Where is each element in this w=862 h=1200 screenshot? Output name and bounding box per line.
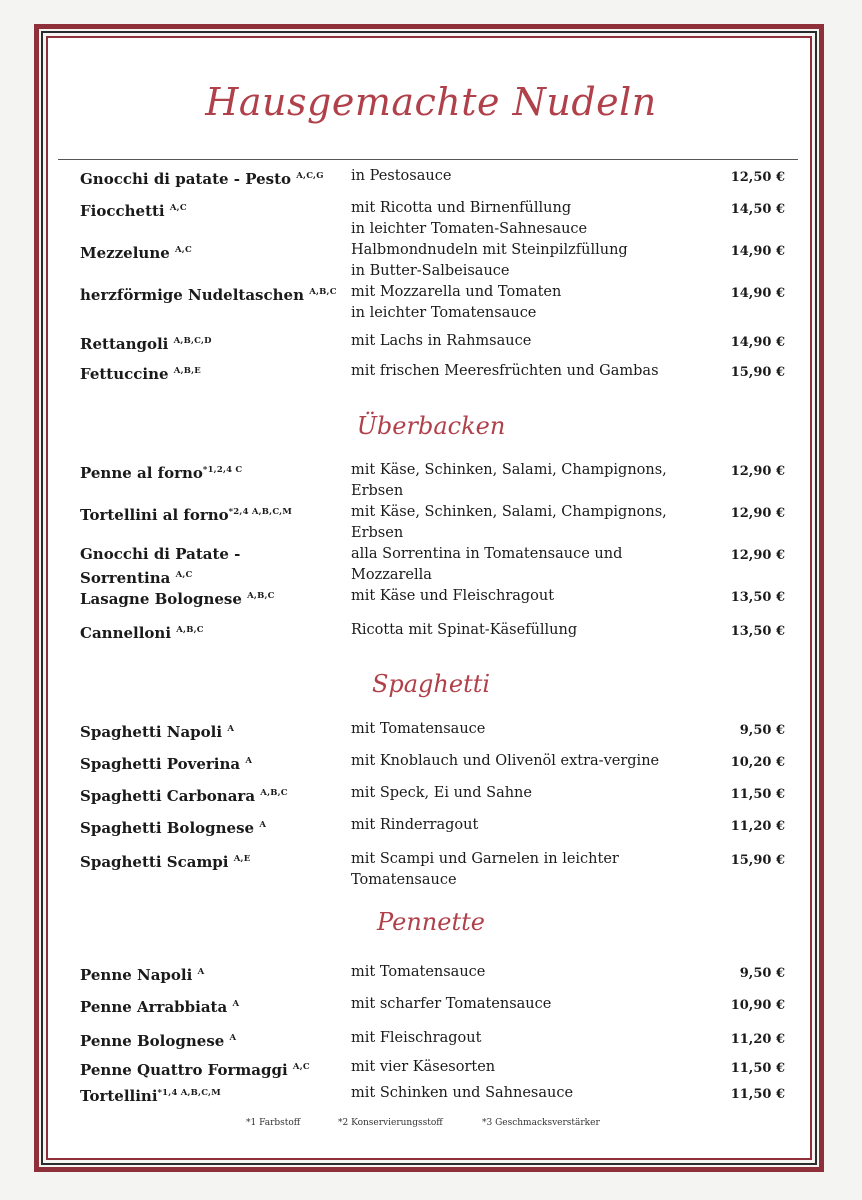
- dish-price: 14,90 €: [730, 244, 785, 259]
- dish-price: 13,50 €: [730, 624, 785, 639]
- dish-price: 11,50 €: [730, 1061, 785, 1076]
- allergen-codes: A,C,G: [296, 171, 324, 181]
- dish-name-text: Penne al forno: [80, 464, 203, 482]
- allergen-codes: A,B,C: [176, 625, 204, 635]
- dish-name-text: Fettuccine: [80, 365, 169, 383]
- dish-price: 14,90 €: [730, 335, 785, 350]
- description-line: mit Käse und Fleischragout: [351, 588, 555, 604]
- dish-price: 10,90 €: [730, 998, 785, 1013]
- dish-description: [351, 198, 701, 240]
- dish-price: 14,90 €: [730, 286, 785, 301]
- dish-name-text: Fiocchetti: [80, 202, 165, 220]
- footnote-3: *3 Geschmacksverstärker: [482, 1118, 600, 1128]
- dish-description: [351, 751, 701, 772]
- dish-description: [351, 361, 701, 382]
- allergen-codes: A: [232, 999, 240, 1009]
- allergen-codes: A,C: [175, 245, 192, 255]
- dish-name: [80, 586, 340, 610]
- description-line: in Butter-Salbeisauce: [351, 263, 510, 279]
- dish-description: [351, 815, 701, 836]
- dish-description: [351, 719, 701, 740]
- dish-name: [80, 783, 340, 807]
- allergen-codes: A,B,C: [260, 788, 288, 798]
- description-line: mit Scampi und Garnelen in leichter: [351, 851, 619, 867]
- dish-price: 12,50 €: [730, 170, 785, 185]
- allergen-codes: A: [227, 724, 235, 734]
- description-line: alla Sorrentina in Tomatensauce und: [351, 546, 623, 562]
- dish-name-text: Tortellini: [80, 1087, 158, 1105]
- description-line: mit vier Käsesorten: [351, 1059, 496, 1075]
- dish-description: [351, 331, 701, 352]
- dish-name-text: Cannelloni: [80, 624, 172, 642]
- description-line: in leichter Tomaten-Sahnesauce: [351, 221, 588, 237]
- dish-name-text: Gnocchi di Patate -: [80, 545, 241, 563]
- dish-name: [80, 1083, 340, 1107]
- dish-name-text: herzförmige Nudeltaschen: [80, 286, 304, 304]
- dish-price: 14,50 €: [730, 202, 785, 217]
- dish-name-text: Mezzelune: [80, 244, 170, 262]
- dish-name-text: Lasagne Bolognese: [80, 590, 242, 608]
- dish-price: 10,20 €: [730, 755, 785, 770]
- dish-price: 15,90 €: [730, 853, 785, 868]
- dish-description: [351, 544, 701, 586]
- dish-description: [351, 240, 701, 282]
- dish-name-text: Spaghetti Poverina: [80, 755, 241, 773]
- dish-name: [80, 198, 340, 222]
- section-heading: Spaghetti: [371, 670, 491, 698]
- allergen-codes: A: [229, 1033, 237, 1043]
- dish-price: 15,90 €: [730, 365, 785, 380]
- allergen-codes: A,B,C,D: [173, 336, 212, 346]
- description-line: Erbsen: [351, 525, 404, 541]
- description-line: Ricotta mit Spinat-Käsefüllung: [351, 622, 578, 638]
- dish-description: [351, 502, 701, 544]
- section-heading: Pennette: [377, 908, 485, 936]
- dish-price: 9,50 €: [739, 723, 785, 738]
- allergen-codes: *2,4 A,B,C,M: [228, 507, 292, 517]
- description-line: in Pestosauce: [351, 168, 452, 184]
- page-title: Hausgemachte Nudeln: [205, 80, 657, 124]
- description-line: mit Schinken und Sahnesauce: [351, 1085, 574, 1101]
- description-line: Halbmondnudeln mit Steinpilzfüllung: [351, 242, 628, 258]
- dish-description: [351, 586, 701, 607]
- description-line: mit Tomatensauce: [351, 721, 486, 737]
- dish-description: [351, 962, 701, 983]
- description-line: mit Käse, Schinken, Salami, Champignons,: [351, 462, 667, 478]
- dish-description: [351, 849, 701, 891]
- allergen-codes: *1,4 A,B,C,M: [157, 1088, 221, 1098]
- dish-name-text: Penne Napoli: [80, 966, 193, 984]
- dish-price: 13,50 €: [730, 590, 785, 605]
- dish-name: [80, 962, 340, 986]
- dish-name-text: Gnocchi di patate - Pesto: [80, 170, 292, 188]
- dish-name: [80, 1028, 340, 1052]
- description-line: mit Fleischragout: [351, 1030, 482, 1046]
- dish-description: [351, 460, 701, 502]
- section-heading: Überbacken: [356, 412, 506, 440]
- description-line: mit Speck, Ei und Sahne: [351, 785, 532, 801]
- dish-name-text: Penne Quattro Formaggi: [80, 1061, 288, 1079]
- dish-price: 12,90 €: [730, 548, 785, 563]
- allergen-codes: A,C: [175, 570, 193, 580]
- dish-price: 9,50 €: [739, 966, 785, 981]
- dish-description: [351, 994, 701, 1015]
- dish-price: 12,90 €: [730, 506, 785, 521]
- description-line: Tomatensauce: [351, 872, 457, 888]
- dish-name: [80, 240, 340, 264]
- description-line: mit Lachs in Rahmsauce: [351, 333, 532, 349]
- allergen-codes: A: [197, 967, 205, 977]
- dish-description: [351, 1028, 701, 1049]
- dish-name-text-2: Sorrentina: [80, 569, 171, 587]
- dish-price: 11,20 €: [730, 819, 785, 834]
- dish-name: [80, 994, 340, 1018]
- footnote-2: *2 Konservierungsstoff: [338, 1118, 443, 1128]
- dish-name: [80, 544, 340, 589]
- dish-price: 11,20 €: [730, 1032, 785, 1047]
- description-line: mit scharfer Tomatensauce: [351, 996, 552, 1012]
- dish-description: [351, 1083, 701, 1104]
- dish-description: [351, 783, 701, 804]
- dish-price: 12,90 €: [730, 464, 785, 479]
- description-line: mit Knoblauch und Olivenöl extra-vergine: [351, 753, 660, 769]
- allergen-codes: A,B,C: [247, 591, 275, 601]
- dish-name: [80, 361, 340, 385]
- dish-name: [80, 620, 340, 644]
- description-line: mit frischen Meeresfrüchten und Gambas: [351, 363, 659, 379]
- footnote-1: *1 Farbstoff: [246, 1118, 301, 1128]
- dish-name: [80, 166, 340, 190]
- allergen-codes: A: [259, 820, 267, 830]
- dish-name-text: Rettangoli: [80, 335, 169, 353]
- dish-name: [80, 719, 340, 743]
- dish-name: [80, 815, 340, 839]
- description-line: mit Käse, Schinken, Salami, Champignons,: [351, 504, 667, 520]
- dish-description: [351, 1057, 701, 1078]
- allergen-codes: A,C: [169, 203, 187, 213]
- allergen-codes: A,B,C: [309, 287, 337, 297]
- description-line: mit Rinderragout: [351, 817, 479, 833]
- allergen-codes: *1,2,4 C: [202, 465, 243, 475]
- dish-name: [80, 502, 340, 526]
- dish-name-text: Spaghetti Carbonara: [80, 787, 256, 805]
- dish-price: 11,50 €: [730, 787, 785, 802]
- dish-name-text: Spaghetti Napoli: [80, 723, 223, 741]
- dish-name: [80, 282, 340, 306]
- allergen-codes: A,C: [292, 1062, 310, 1072]
- title-divider: [58, 159, 798, 160]
- dish-name-text: Spaghetti Scampi: [80, 853, 229, 871]
- dish-description: [351, 282, 701, 324]
- dish-name: [80, 331, 340, 355]
- allergen-codes: A,E: [233, 854, 251, 864]
- dish-description: [351, 166, 701, 187]
- dish-name: [80, 460, 340, 484]
- description-line: mit Ricotta und Birnenfüllung: [351, 200, 572, 216]
- dish-name-text: Tortellini al forno: [80, 506, 229, 524]
- allergen-codes: A: [245, 756, 253, 766]
- description-line: Erbsen: [351, 483, 404, 499]
- description-line: mit Tomatensauce: [351, 964, 486, 980]
- dish-name: [80, 751, 340, 775]
- dish-description: [351, 620, 701, 641]
- description-line: Mozzarella: [351, 567, 432, 583]
- dish-name-text: Spaghetti Bolognese: [80, 819, 255, 837]
- description-line: in leichter Tomatensauce: [351, 305, 537, 321]
- dish-name-text: Penne Bolognese: [80, 1032, 225, 1050]
- dish-name: [80, 849, 340, 873]
- allergen-codes: A,B,E: [173, 366, 201, 376]
- description-line: mit Mozzarella und Tomaten: [351, 284, 562, 300]
- dish-name-text: Penne Arrabbiata: [80, 998, 228, 1016]
- dish-name: [80, 1057, 340, 1081]
- dish-price: 11,50 €: [730, 1087, 785, 1102]
